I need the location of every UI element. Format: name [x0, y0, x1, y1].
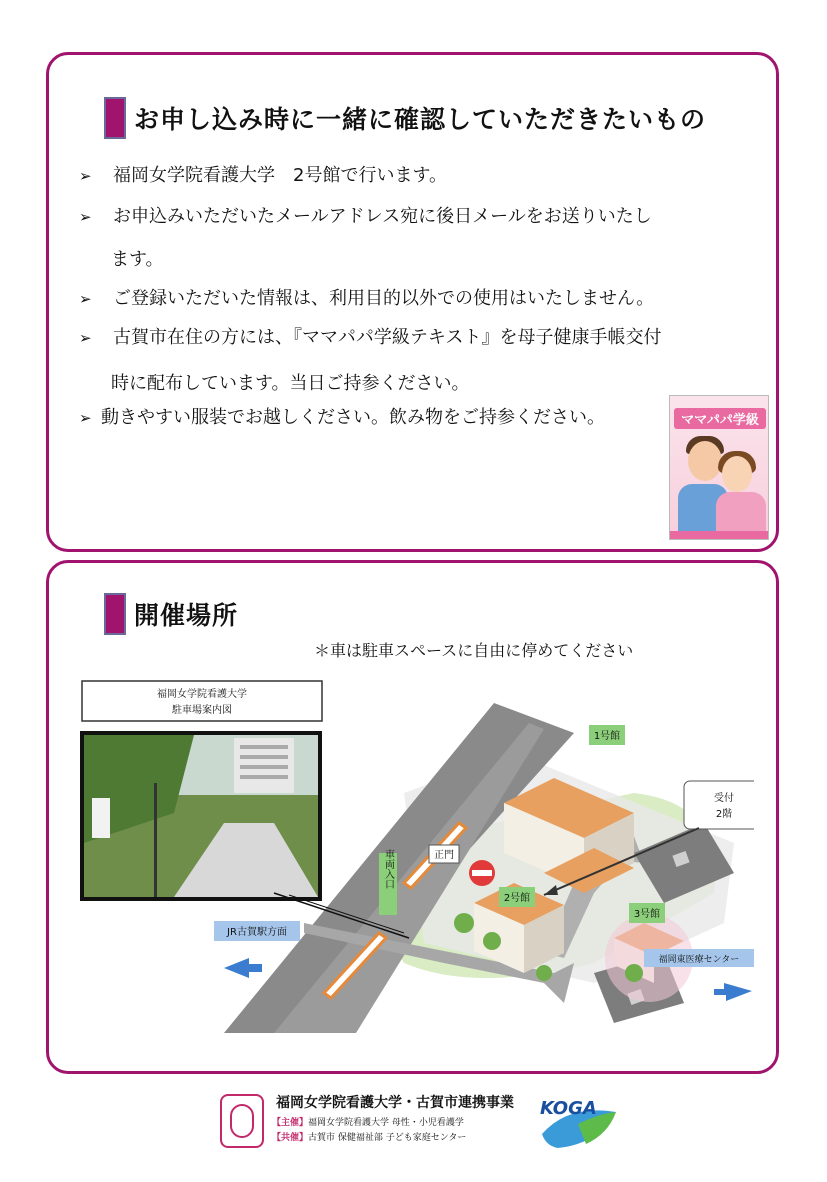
heading-marker: [104, 97, 126, 139]
section-heading-info: [104, 97, 706, 139]
parking-map: [74, 673, 754, 1033]
medical-center-label: 福岡東医療センター: [658, 955, 740, 965]
parking-note: ＊車は駐車スペースに自由に停めてください: [314, 641, 634, 660]
heading-marker: [104, 593, 126, 635]
koga-city-logo: [538, 1094, 620, 1150]
venue-panel: [46, 560, 779, 1074]
reception-label-2: 2階: [715, 809, 733, 820]
bullet-item: ➢ ご登録いただいた情報は、利用目的以外での使用はいたしません。: [79, 288, 655, 309]
textbook-cover-image: [669, 395, 769, 540]
bullet-item: ➢ 古賀市在住の方には、『ママパパ学級テキスト』を母子健康手帳交付: [79, 327, 662, 348]
footer-cosponsor: 【共催】古賀市 保健福祉部 子ども家庭センター: [272, 1133, 467, 1143]
arrow-icon: ➢: [79, 167, 92, 185]
bullet-item: ➢ 動きやすい服装でお越しください。飲み物をご持参ください。: [79, 407, 605, 428]
bullet-continuation: ます。: [111, 249, 164, 270]
bullet-item: ➢ 福岡女学院看護大学 2号館で行います。: [79, 165, 448, 186]
footer-title: 福岡女学院看護大学・古賀市連携事業: [276, 1095, 514, 1111]
reception-label-1: 受付: [714, 793, 734, 804]
jr-station-label: JR古賀駅方面: [227, 927, 287, 938]
entrance-label: 車両入口: [382, 849, 394, 889]
section-heading-venue: [104, 593, 238, 635]
gate-label: 正門: [434, 850, 454, 861]
heading-text: お申し込み時に一緒に確認していただきたいもの: [134, 105, 707, 134]
arrow-icon: ➢: [79, 409, 92, 427]
arrow-icon: ➢: [79, 329, 92, 347]
building2-label: 2号館: [503, 893, 531, 904]
reception-callout: [684, 781, 754, 829]
heading-text: 開催場所: [134, 601, 239, 630]
textbook-title: ママパパ学級: [674, 408, 766, 429]
footer: [220, 1092, 640, 1152]
koga-logo-text: KOGA: [540, 1098, 597, 1119]
bullet-item: ➢ お申込みいただいたメールアドレス宛に後日メールをお送りいたし: [79, 206, 652, 227]
map-title-1: 福岡女学院看護大学: [157, 689, 247, 700]
arrow-icon: ➢: [79, 208, 92, 226]
map-title-2: 駐車場案内図: [172, 705, 232, 716]
entrance-photo: [80, 731, 322, 901]
building1-label: 1号館: [593, 731, 621, 742]
info-panel: [46, 52, 779, 552]
building3-label: 3号館: [633, 909, 661, 920]
arrow-icon: ➢: [79, 290, 92, 308]
bullet-continuation: 時に配布しています。当日ご持参ください。: [111, 373, 470, 394]
university-seal-logo: [220, 1094, 264, 1148]
footer-sponsor: 【主催】福岡女学院看護大学 母性・小児看護学: [272, 1118, 464, 1128]
